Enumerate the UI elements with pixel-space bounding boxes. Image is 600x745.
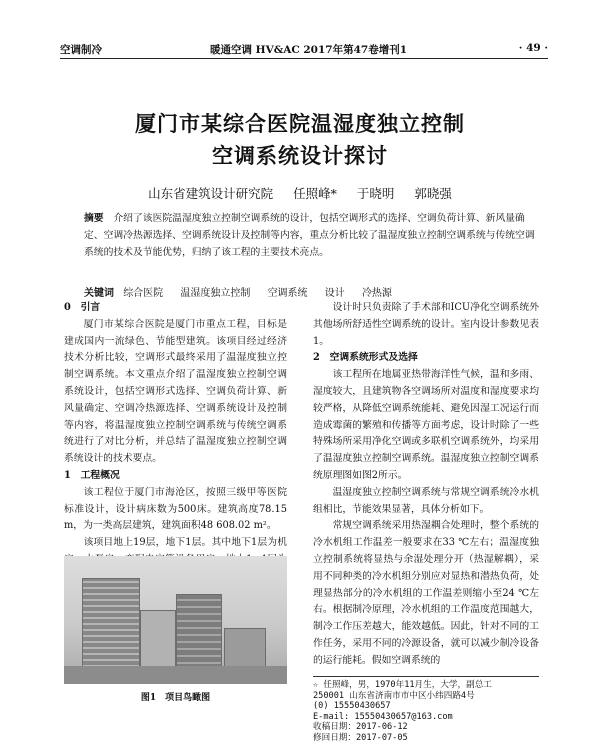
figure-1-aerial-view	[64, 556, 287, 684]
keyword: 综合医院	[123, 288, 164, 299]
heading-system-selection: 2 空调系统形式及选择	[313, 352, 418, 364]
abstract	[84, 210, 542, 261]
paragraph: 该项目地上19层，地下1层。其中地下1层为机	[83, 537, 287, 549]
ground	[64, 666, 287, 684]
running-header	[60, 40, 548, 59]
author-footnote	[313, 676, 539, 744]
footnote-line: 修回日期：2017-07-05	[313, 732, 408, 743]
header-section: 空调制冷	[60, 44, 102, 56]
author-3: 郭晓强	[414, 186, 452, 201]
right-column	[313, 300, 539, 670]
title-line-1: 厦门市某综合医院温湿度独立控制	[135, 111, 465, 136]
footnote-line: ☆ 任照峰，男，1970年11月生，大学，副总工	[313, 680, 492, 690]
paragraph: 该工程位于厦门市海沧区，按照三级甲等医院标准设计，设计病床数为500床。建筑高度78.15 m，为一类高层建筑，建筑面积48 608.02 m²。	[64, 486, 287, 532]
keyword: 空调系统	[267, 288, 308, 299]
author-org: 山东省建筑设计研究院	[148, 186, 274, 201]
footnote-line: 250001 山东省济南市市中区小纬四路4号	[313, 690, 475, 701]
heading-project-overview: 1 工程概况	[64, 469, 120, 481]
keywords	[84, 284, 542, 299]
keyword: 设计	[324, 288, 345, 299]
keyword: 温湿度独立控制	[180, 288, 251, 299]
paragraph: 该工程所在地属亚热带海洋性气候，温和多雨、湿度较大，且建筑物各空调场所对温度和湿度要求均较严格，从降低空调系统能耗、避免因湿工况运行而造成霉菌的繁殖和传播等方面考虑，设计时除了一些特殊场所采用净化空调或多联机空调系统外，均采用了温湿度独立控制空调系统。温湿度独立控制空调系统原理图如图2所示。	[313, 369, 539, 481]
abstract-label: 摘要	[84, 213, 104, 224]
author-line	[60, 184, 540, 202]
footnote-line: (0) 15550430657	[313, 701, 391, 712]
footnote-line: 收稿日期：2017-06-12	[313, 722, 408, 733]
keywords-label: 关键词	[84, 288, 114, 299]
author-2: 于晓明	[356, 186, 395, 201]
paragraph: 厦门市某综合医院是厦门市重点工程，目标是建成国内一流绿色、节能型建筑。该项目经过经济技术分析比较，空调形式最终采用了温湿度独立控制空调系统。本文重点介绍了温湿度独立控制空调系统设计，包括空调形式选择、空调负荷计算、新风量确定、空调冷热源选择、空调系统设计及控制等内容，将温湿度独立控制空调系统与传统空调系统进行了对比分析，并总结了温湿度独立控制空调系统设计的技术要点。	[64, 318, 287, 465]
paragraph: 常规空调系统采用热湿耦合处理时，整个系统的冷水机组工作温差一般要求在33 ℃左右；温湿度独立控制系统将显热与余湿处理分开（热湿解耦），采用不同种类的冷水机组分别应对显热和潜热负荷，处理显热部分的冷水机组的工作温差则缩小至24 ℃左右。根据制冷原理，冷水机组的工作温度范围越大，制冷工作压差越大，能效越低。因此，针对不同的工作任务，采用不同的冷源设备，就可以减少制冷设备的运行能耗。假如空调系统的	[313, 520, 539, 666]
header-page-number: · 49 ·	[518, 42, 548, 54]
paragraph: 温湿度独立控制空调系统与常规空调系统冷水机组相比，节能效果显著，具体分析如下。	[313, 486, 539, 515]
title-line-2: 空调系统设计探讨	[212, 143, 388, 168]
footnote-line: E-mail: 15550430657@163.com	[313, 711, 453, 722]
heading-introduction: 0 引言	[64, 302, 101, 313]
figure-caption: 图1 项目鸟瞰图	[140, 693, 211, 703]
author-1: 任照峰*	[293, 186, 337, 201]
header-journal: 暖通空调 HV&AC 2017年第47卷增刊1	[210, 44, 408, 56]
paper-title	[40, 108, 560, 172]
keyword: 冷热源	[361, 288, 392, 299]
paragraph: 设计时只负责除了手术部和ICU净化空调系统外其他场所舒适性空调系统的设计。室内设计参数见表1。	[313, 302, 539, 347]
abstract-text: 介绍了该医院温湿度独立控制空调系统的设计，包括空调形式的选择、空调负荷计算、新风量确定、空调冷热源选择、空调系统设计及控制等内容，重点分析比较了温湿度独立控制空调系统与传统空调系统的技术及节能优势，归纳了该工程的主要技术亮点。	[84, 213, 535, 258]
